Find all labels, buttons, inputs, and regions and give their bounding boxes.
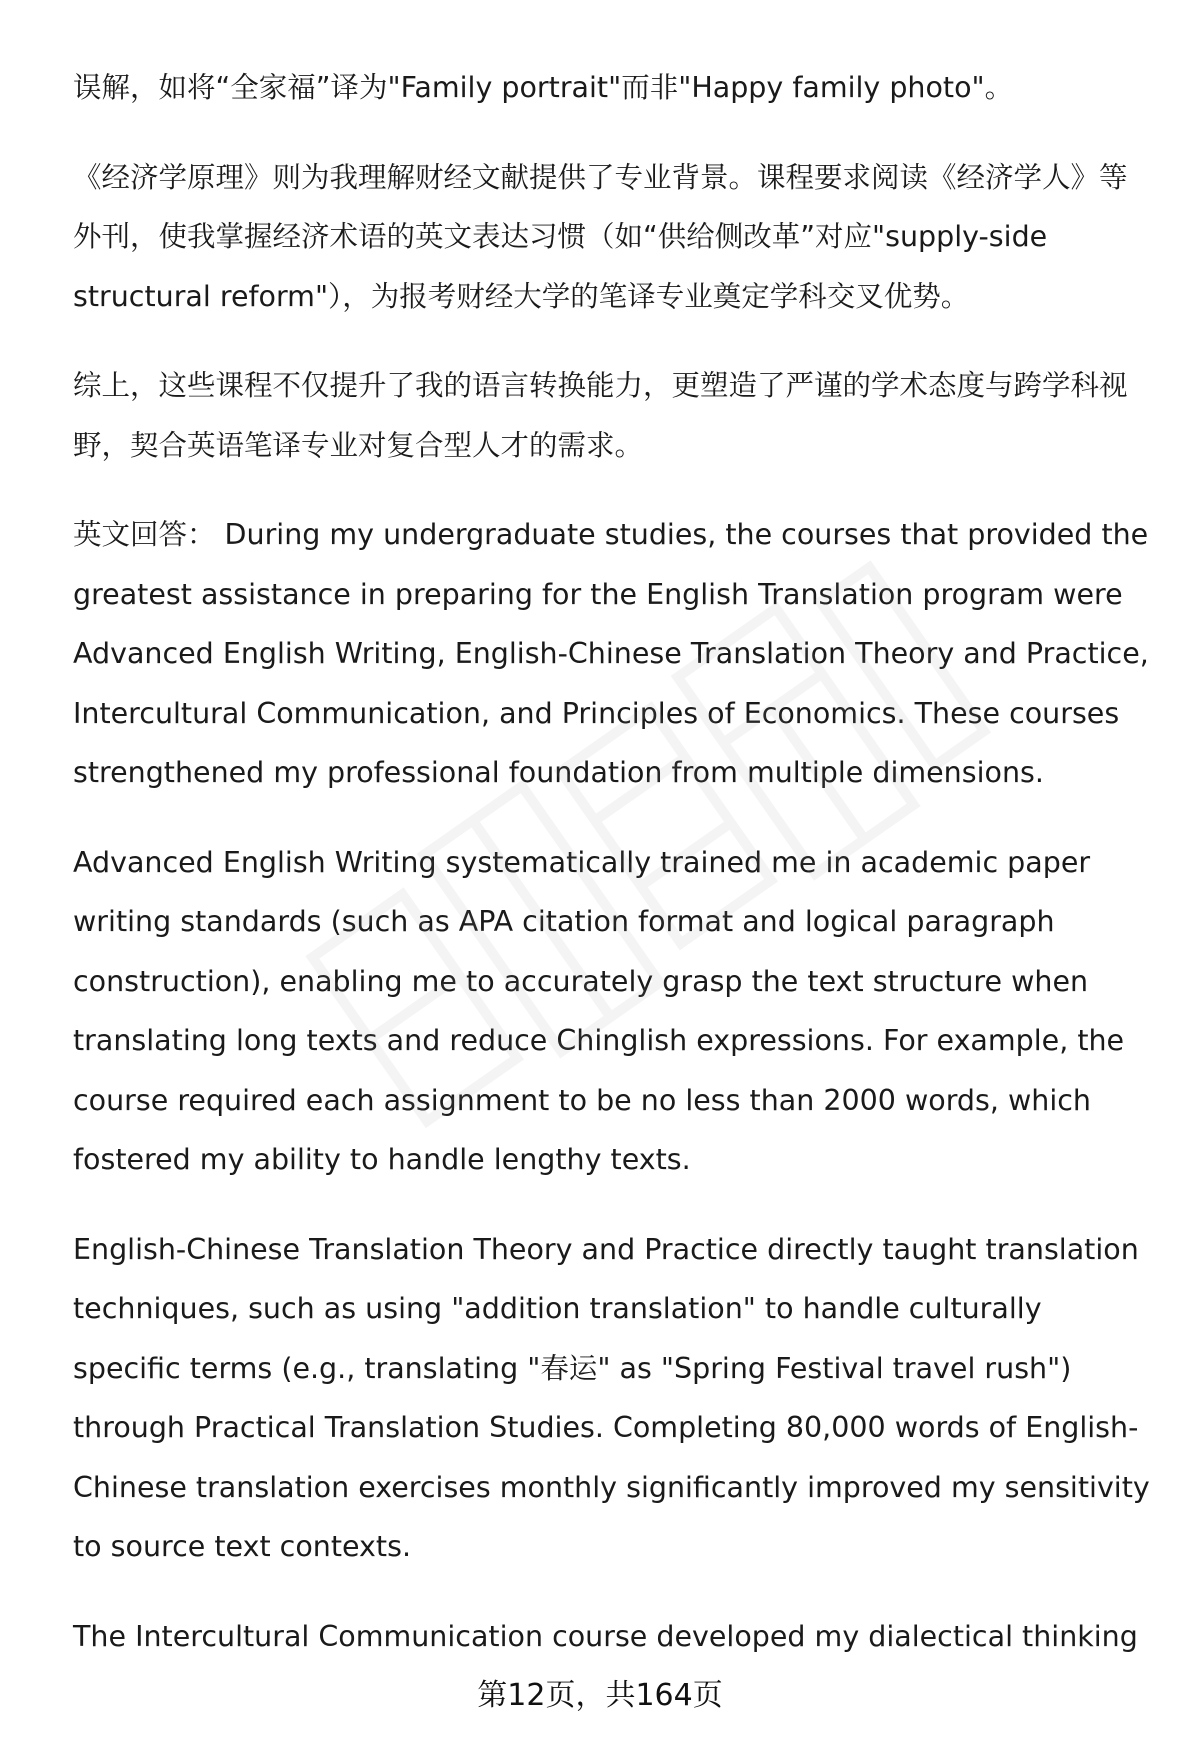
paragraph-4: 英文回答： During my undergraduate studies, the courses that provided the greatest assistance in preparing for the English Translation program were Advanced English Writing, English-Chinese Translation Theory and Practice, Intercultural Communication, and Principles of Economics. These courses strengthened my professional foundation from multiple dimensions. — [73, 518, 1149, 789]
page-number-footer: 第12页，共164页 — [477, 1678, 723, 1713]
document-body — [73, 58, 1153, 1696]
paragraph-6: English-Chinese Translation Theory and Practice directly taught translation techniques, such as using "addition translation" to handle culturally specific terms (e.g., translating "春运" as "Spring Festival travel rush") through Practical Translation Studies. Completing 80,000 words of English-Chinese translation exercises monthly significantly improved my sensitivity to source text contexts. — [73, 1232, 1150, 1563]
paragraph-3: 综上，这些课程不仅提升了我的语言转换能力，更塑造了严谨的学术态度与跨学科视野，契合英语笔译专业对复合型人才的需求。 — [73, 369, 1128, 462]
paragraph-2: 《经济学原理》则为我理解财经文献提供了专业背景。课程要求阅读《经济学人》等外刊，使我掌握经济术语的英文表达习惯（如“供给侧改革”对应"supply-side structural reform"），为报考财经大学的笔译专业奠定学科交叉优势。 — [73, 160, 1128, 313]
paragraph-5: Advanced English Writing systematically trained me in academic paper writing standards (such as APA citation format and logical paragraph construction), enabling me to accurately grasp the text structure when translating long texts and reduce Chinglish expressions. For example, the course required each assignment to be no less than 2000 words, which fostered my ability to handle lengthy texts. — [73, 845, 1125, 1176]
paragraph-7: The Intercultural Communication course developed my dialectical thinking — [73, 1619, 1138, 1653]
paragraph-1: 误解，如将“全家福”译为"Family portrait"而非"Happy family photo"。 — [73, 71, 1014, 104]
